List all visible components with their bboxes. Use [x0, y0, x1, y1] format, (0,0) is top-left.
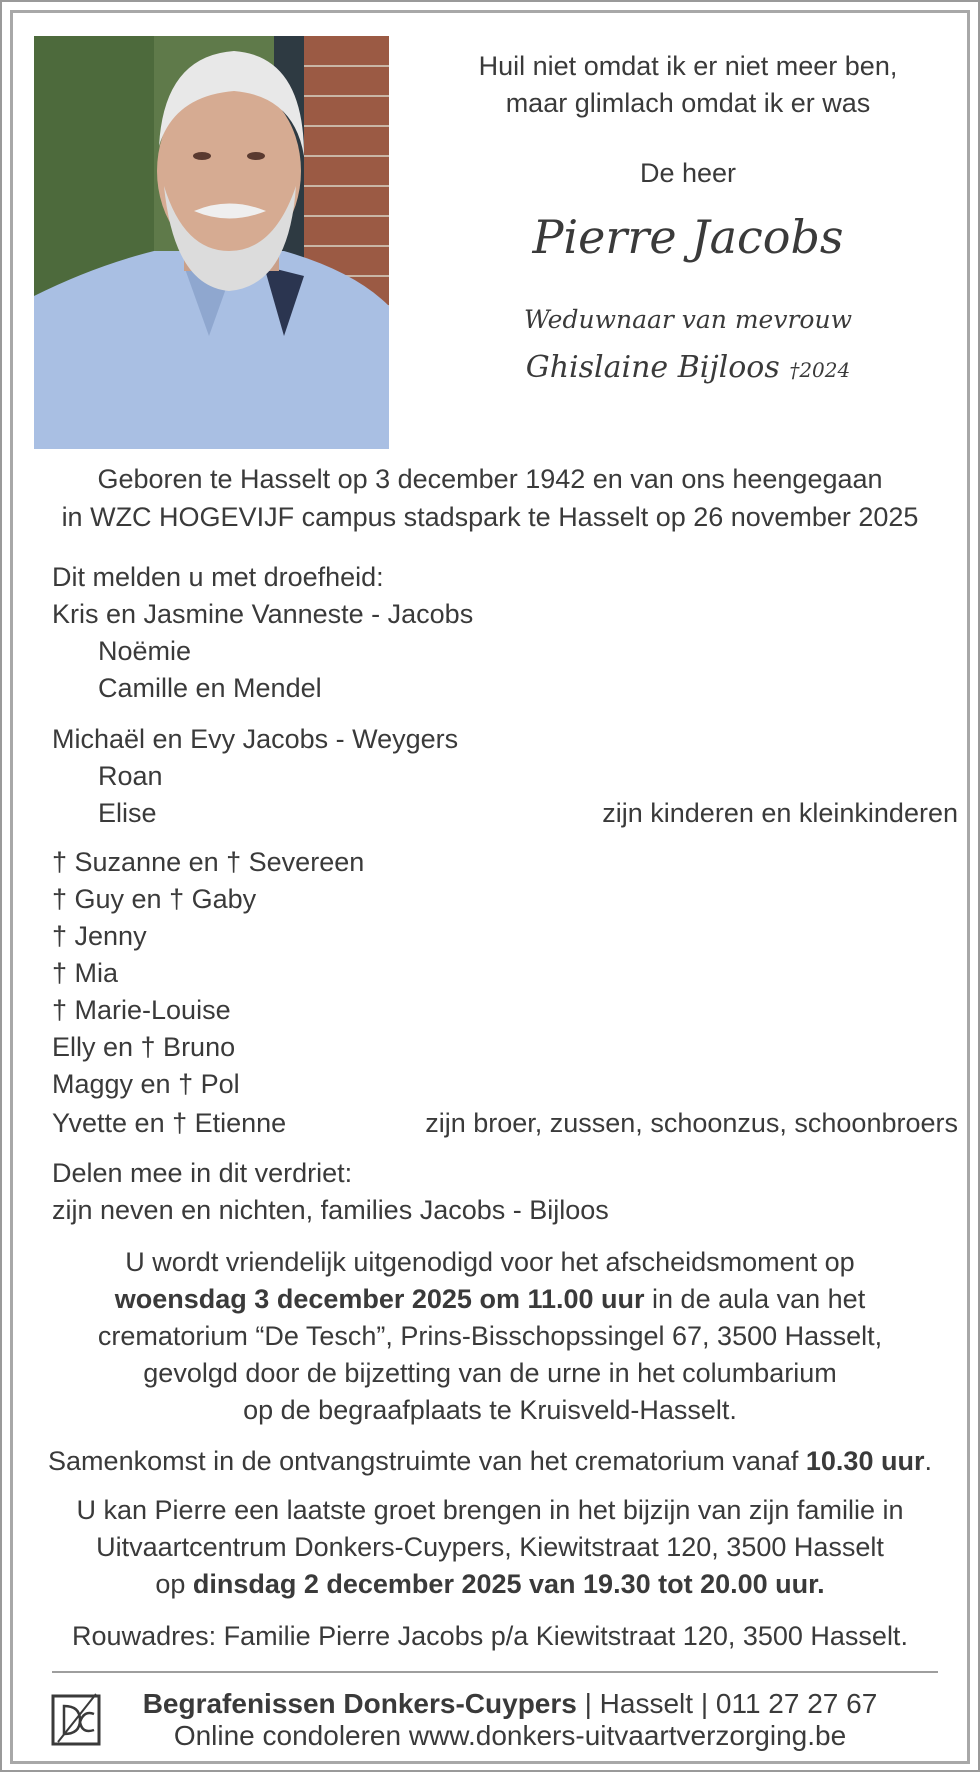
grandchild: Camille en Mendel	[98, 673, 322, 703]
ceremony-date: woensdag 3 december 2025 om 11.00 uur	[114, 1284, 645, 1314]
gathering-end: .	[924, 1446, 932, 1476]
sibling: † Suzanne en † Severeen	[52, 847, 365, 877]
family-intro: Dit melden u met droefheid:	[52, 562, 384, 592]
deceased-name: Pierre Jacobs	[532, 210, 844, 264]
sibling: † Mia	[52, 958, 119, 988]
funeral-home-logo-icon	[50, 1690, 102, 1748]
birth-death-info	[30, 460, 950, 536]
sibling: Elly en † Bruno	[52, 1032, 236, 1062]
mourning-address: Rouwadres: Familie Pierre Jacobs p/a Kiewitstraat 120, 3500 Hasselt.	[72, 1621, 908, 1651]
footer-contact	[110, 1688, 910, 1720]
visit-line	[20, 1566, 960, 1603]
spouse-death-year: †2024	[789, 358, 851, 382]
verse-line: maar glimlach omdat ik er was	[505, 88, 871, 118]
sibling: † Jenny	[52, 921, 147, 951]
footer-website[interactable]: Online condoleren www.donkers-uitvaartverzorging.be	[173, 1720, 847, 1751]
ceremony-info	[20, 1244, 960, 1429]
verse-line: Huil niet omdat ik er niet meer ben,	[478, 51, 898, 81]
visit-line: Uitvaartcentrum Donkers-Cuypers, Kiewitstraat 120, 3500 Hasselt	[96, 1532, 884, 1562]
verse	[420, 48, 956, 122]
visit-pre: op	[155, 1569, 193, 1599]
share-line: zijn neven en nichten, families Jacobs - Bijloos	[52, 1195, 609, 1225]
ceremony-line: crematorium “De Tesch”, Prins-Bisschopssingel 67, 3500 Hasselt,	[97, 1321, 883, 1351]
gathering-time: 10.30 uur	[805, 1446, 925, 1476]
ceremony-line: op de begraafplaats te Kruisveld-Hasselt.	[243, 1395, 737, 1425]
visit-date: dinsdag 2 december 2025 van 19.30 tot 20.00 uur.	[192, 1569, 825, 1599]
spouse-line	[420, 350, 956, 385]
children-label: zijn kinderen en kleinkinderen	[602, 798, 958, 828]
grandchild: Elise	[98, 798, 157, 828]
sibling: † Marie-Louise	[52, 995, 231, 1025]
ceremony-line: gevolgd door de bijzetting van de urne in het columbarium	[143, 1358, 837, 1388]
siblings-label: zijn broer, zussen, schoonzus, schoonbroers	[425, 1108, 958, 1138]
ceremony-line: U wordt vriendelijk uitgenodigd voor het afscheidsmoment op	[125, 1247, 855, 1277]
family-member: Kris en Jasmine Vanneste - Jacobs	[52, 599, 474, 629]
family-member: Michaël en Evy Jacobs - Weygers	[52, 724, 459, 754]
honorific: De heer	[639, 158, 737, 188]
footer-phone: | Hasselt | 011 27 27 67	[576, 1688, 878, 1719]
gathering-text: Samenkomst in de ontvangstruimte van het crematorium vanaf	[48, 1446, 806, 1476]
sibling: † Guy en † Gaby	[52, 884, 257, 914]
gathering-info	[20, 1443, 960, 1480]
grandchild: Roan	[98, 761, 163, 791]
ceremony-line	[20, 1281, 960, 1318]
spouse-name: Ghislaine Bijloos	[525, 350, 780, 385]
born-line: Geboren te Hasselt op 3 december 1942 en van ons heengegaan	[97, 464, 883, 494]
grandchild: Noëmie	[98, 636, 192, 666]
sibling: Maggy en † Pol	[52, 1069, 240, 1099]
visit-line: U kan Pierre een laatste groet brengen in het bijzijn van zijn familie in	[76, 1495, 904, 1525]
visit-info	[20, 1492, 960, 1603]
funeral-home-name: Begrafenissen Donkers-Cuypers	[142, 1688, 577, 1719]
footer-divider	[52, 1671, 938, 1673]
sibling: Yvette en † Etienne	[52, 1108, 287, 1138]
share-intro: Delen mee in dit verdriet:	[52, 1158, 353, 1188]
portrait-photo	[34, 36, 389, 449]
born-line: in WZC HOGEVIJF campus stadspark te Hasselt op 26 november 2025	[61, 502, 919, 532]
ceremony-line-rest: in de aula van het	[644, 1284, 866, 1314]
widow-intro: Weduwnaar van mevrouw	[524, 305, 852, 334]
